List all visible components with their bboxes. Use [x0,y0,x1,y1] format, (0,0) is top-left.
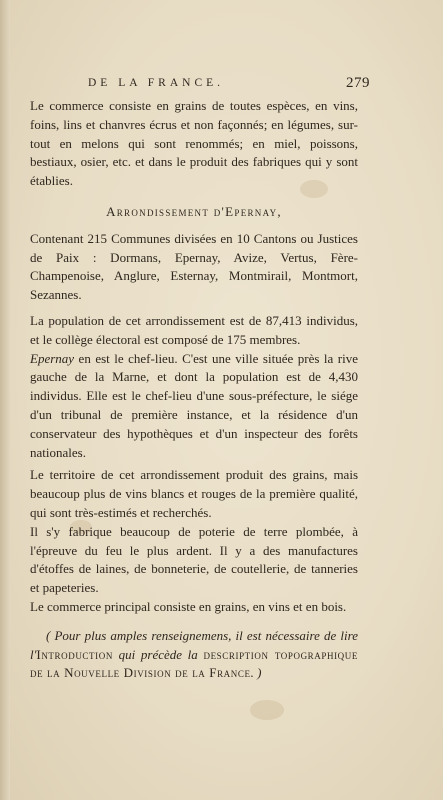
paragraph-epernay [30,350,358,463]
page-number: 279 [346,75,370,91]
footnote [30,627,358,683]
note-text-2: qui précède la [112,646,204,662]
note-close: . ) [250,665,262,681]
running-head: DE LA FRANCE. [88,77,225,89]
section-heading: Arrondissement d'Epernay, [106,203,282,219]
note-description: description topographique de la Nouvelle Division de la France [30,646,358,681]
page-body [30,97,358,683]
note-open: ( [46,627,55,643]
paragraph-poterie: Il s'y fabrique beaucoup de poterie de terre plombée, à l'épreuve du feu le plus ardent. Il y a des manufactures d'étoffes de laines, de bonneterie, de coutellerie, de tanneries et papeteries. [30,523,358,596]
note-text-1: Pour plus amples renseignemens, il est nécessaire de lire l' [30,627,358,662]
note-introduction: Introduction [36,646,113,662]
paragraph-commerce-principal: Le commerce principal consiste en grains, en vins et en bois. [30,598,347,614]
paragraph-communes: Contenant 215 Communes divisées en 10 Cantons ou Justices de Paix : Dormans, Epernay, Avize, Vertus, Fère-Champenoise, Anglure, Esternay, Montmirail, Montmort, Sezannes. [30,230,358,303]
place-name-epernay: Epernay [30,350,75,366]
paragraph-territoire: Le territoire de cet arrondissement produit des grains, mais beaucoup plus de vins blancs et rouges de la première qualité, qui sont très-estimés et recherchés. [30,467,358,520]
paragraph-commerce: Le commerce consiste en grains de toutes espèces, en vins, foins, lins et chanvres écrus et non façonnés; en légumes, sur-tout en melons qui sont renommés; en miel, poissons, bestiaux, osier, etc. et dans le produit des fabriques qui y sont établies. [30,98,358,189]
page-header [88,75,370,95]
paper-stain [250,700,284,720]
paragraph-epernay-text: en est le chef-lieu. C'est une ville située près la rive gauche de la Marne, et dont la population est de 4,430 individus. Elle est le chef-lieu d'une sous-préfecture, le siége d'un tribunal de première instance, et la résidence d'un conservateur des hypothèques et d'un inspecteur des forêts nationales. [30,350,358,460]
paragraph-population: La population de cet arrondissement est de 87,413 individus, et le collège électoral est composé de 175 membres. [30,312,358,347]
page-gutter [0,0,10,800]
